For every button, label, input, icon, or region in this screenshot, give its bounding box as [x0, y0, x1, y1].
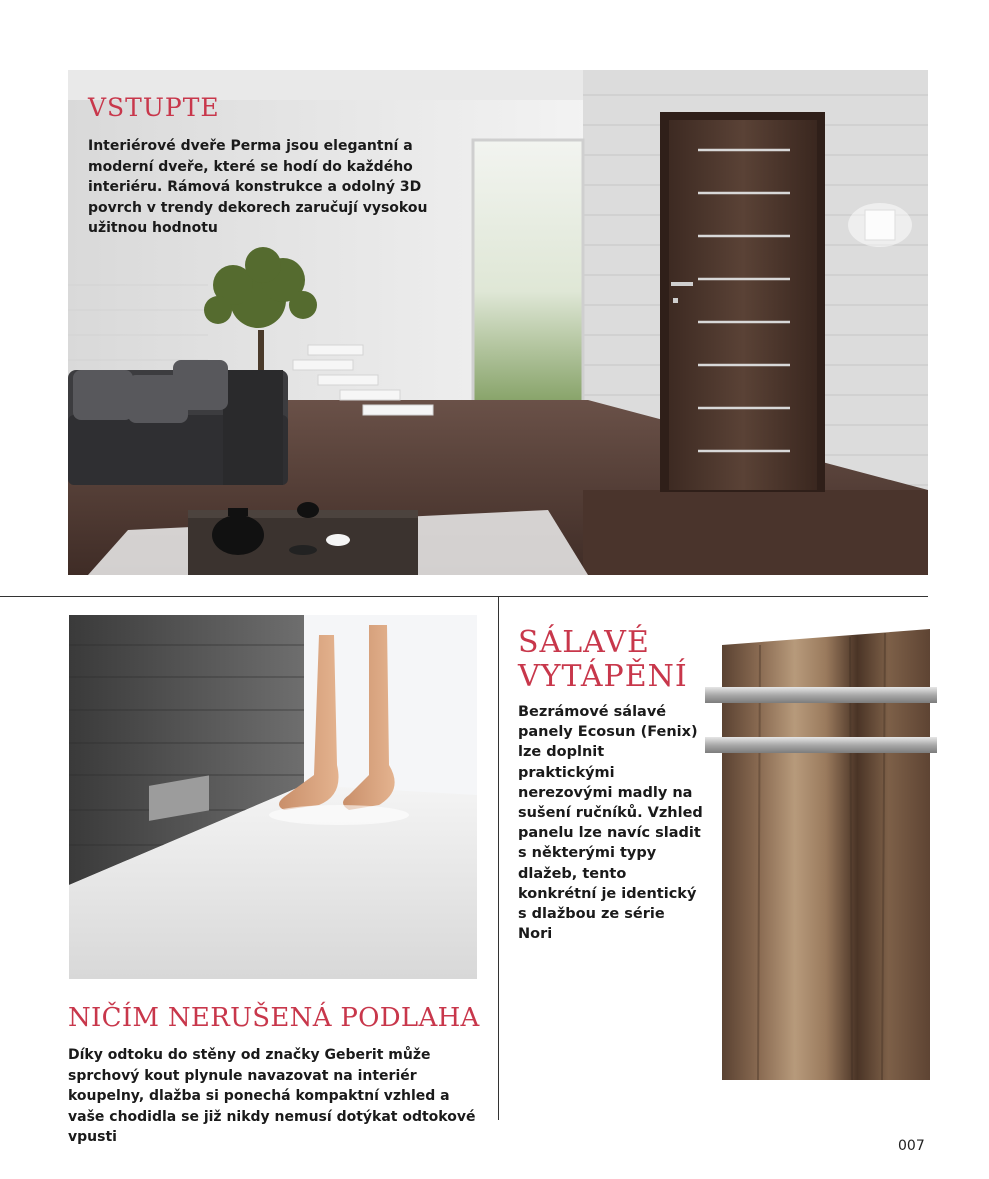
vstupte-paragraph: Interiérové dveře Perma jsou elegantní a moderní dveře, které se hodí do každého interiéru. Rámová konstrukce a odolný 3D povrch v trendy dekorech zaručují vysokou užitnou hodnotu [88, 138, 428, 236]
page-number: 007 [898, 1138, 925, 1154]
salave-heading-line1: SÁLAVÉ [518, 625, 650, 660]
nicim-heading: NIČÍM NERUŠENÁ PODLAHA [68, 1003, 480, 1033]
heating-panel-photo [700, 625, 940, 1085]
shower-floor-photo [69, 615, 477, 979]
salave-heading [518, 626, 688, 694]
horizontal-divider [0, 596, 928, 597]
salave-paragraph: Bezrámové sálavé panely Ecosun (Fenix) lze doplnit praktickými nerezovými madly na sušení ručníků. Vzhled panelu lze navíc sladit s některými typy dlažeb, tento konkrétní je identický s dlažbou ze série Nori [518, 704, 703, 943]
vstupte-heading: VSTUPTE [88, 93, 220, 122]
salave-heading-line2: VYTÁPĚNÍ [518, 659, 688, 694]
nicim-paragraph: Díky odtoku do stěny od značky Geberit může sprchový kout plynule navazovat na interiér koupelny, dlažba si ponechá kompaktní vzhled a vaše chodidla se již nikdy nemusí dotýkat odtokové vpusti [68, 1047, 476, 1145]
vertical-divider [498, 596, 499, 1120]
